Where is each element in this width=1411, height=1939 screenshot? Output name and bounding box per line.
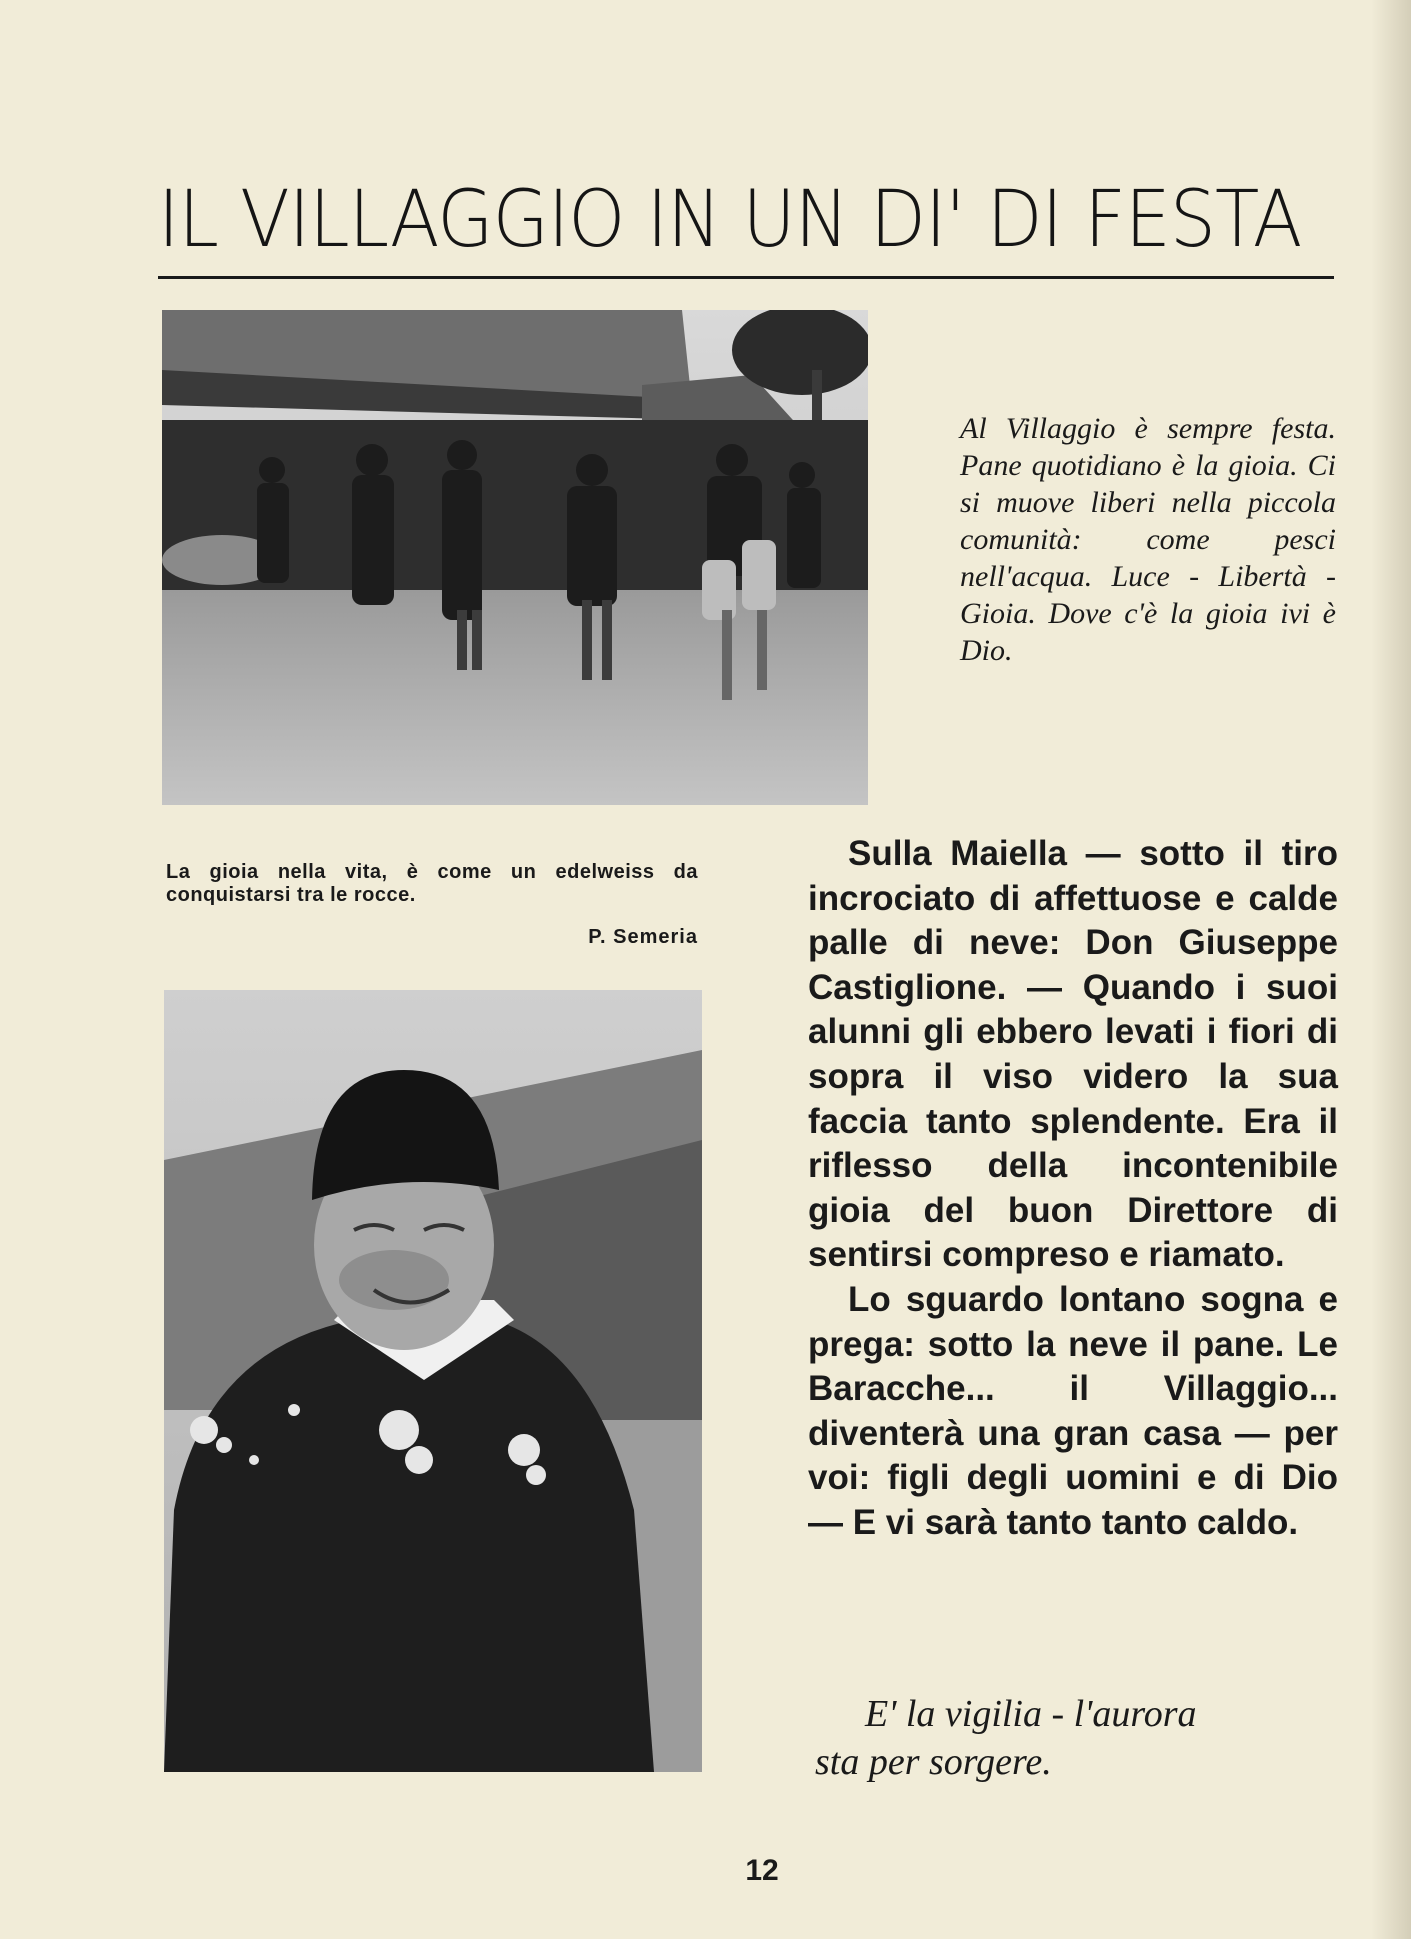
page-number: 12 [745, 1854, 779, 1887]
photo-caption: Al Villaggio è sempre festa. Pane quotidiano è la gioia. Ci si muove liberi nella piccola comunità: come pesci nell'acqua. Luce - Libertà - Gioia. Dove c'è la gioia ivi è Dio. [960, 412, 1336, 667]
closing-lines [815, 1690, 1345, 1786]
closing-line-2: sta per sorgere. [815, 1741, 1052, 1783]
body-text [808, 832, 1338, 1546]
festival-crowd-image [162, 310, 868, 805]
closing-line-1: E' la vigilia - l'aurora [865, 1693, 1197, 1735]
body-paragraph-1: Sulla Maiella — sotto il tiro incrociato di affettuose e calde palle di neve: Don Giuseppe Castiglione. — Quando i suoi alunni gli ebbero levati i fiori di sopra il viso videro la sua faccia tanto splendente. Era il riflesso della incontenibile gioia del buon Direttore di sentirsi compreso e riamato. [808, 834, 1338, 1275]
page-title: IL VILLAGGIO IN UN DI' DI FESTA [158, 175, 1302, 265]
page-edge-shadow [1371, 0, 1411, 1939]
portrait-photo [164, 990, 702, 1772]
portrait-image [164, 990, 702, 1772]
festival-crowd-photo [162, 310, 868, 805]
quote-author: P. Semeria [588, 926, 698, 948]
title-rule [158, 276, 1334, 279]
body-paragraph-2: Lo sguardo lontano sogna e prega: sotto la neve il pane. Le Baracche... il Villaggio... diventerà una gran casa — per voi: figli degli uomini e di Dio — E vi sarà tanto tanto caldo. [808, 1279, 1338, 1542]
quote-text: La gioia nella vita, è come un edelweiss da conquistarsi tra le rocce. [166, 861, 698, 906]
